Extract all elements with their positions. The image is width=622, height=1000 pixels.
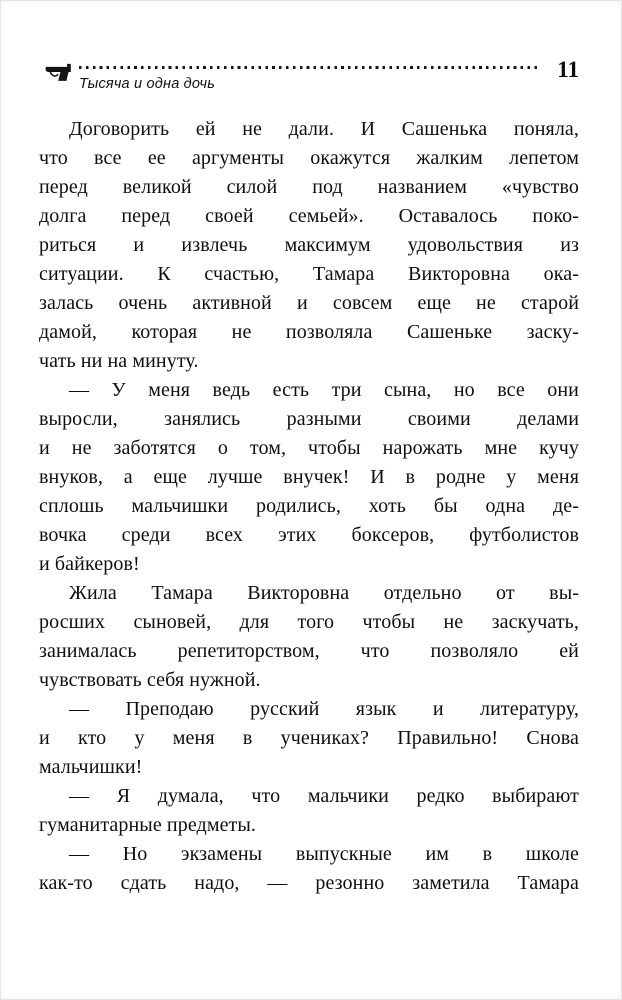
running-title: Тысяча и одна дочь xyxy=(79,76,216,92)
text-line: — У меня ведь есть три сына, но все они xyxy=(69,379,579,401)
page-number: 11 xyxy=(557,57,579,82)
text-line: что все ее аргументы окажутся жалким лепетом xyxy=(39,147,579,169)
running-head-middle xyxy=(79,57,557,92)
text-line: как-то сдать надо, — резонно заметила Тамара xyxy=(39,872,579,894)
running-head xyxy=(39,57,579,92)
pistol-icon xyxy=(39,59,73,85)
text-line: и байкеров! xyxy=(39,553,140,575)
text-line: чувствовать себя нужной. xyxy=(39,669,261,691)
paragraph xyxy=(39,579,579,695)
text-line: сплошь мальчишки родились, хоть бы одна де- xyxy=(39,495,579,517)
text-line: — Преподаю русский язык и литературу, xyxy=(69,698,579,720)
text-line: мальчишки! xyxy=(39,756,143,778)
text-line: дамой, которая не позволяла Сашеньке заску- xyxy=(39,321,579,343)
text-line: — Но экзамены выпускные им в школе xyxy=(69,843,579,865)
text-line: занималась репетиторством, что позволяло ей xyxy=(39,640,579,662)
text-line: перед великой силой под названием «чувство xyxy=(39,176,579,198)
text-line: — Я думала, что мальчики редко выбирают xyxy=(69,785,579,807)
text-line: вочка среди всех этих боксеров, футболистов xyxy=(39,524,579,546)
text-line: риться и извлечь максимум удовольствия из xyxy=(39,234,579,256)
paragraph xyxy=(39,376,579,579)
text-line: долга перед своей семьей». Оставалось поко- xyxy=(39,205,579,227)
paragraph xyxy=(39,115,579,376)
text-line: залась очень активной и совсем еще не старой xyxy=(39,292,579,314)
text-line: Договорить ей не дали. И Сашенька поняла, xyxy=(69,118,579,140)
paragraph xyxy=(39,695,579,782)
page-body xyxy=(39,115,579,898)
text-line: чать ни на минуту. xyxy=(39,350,199,372)
text-line: росших сыновей, для того чтобы не заскучать, xyxy=(39,611,579,633)
text-line: ситуации. К счастью, Тамара Викторовна ока- xyxy=(39,263,579,285)
text-line: выросли, занялись разными своими делами xyxy=(39,408,579,430)
text-line: внуков, а еще лучше внучек! И в родне у меня xyxy=(39,466,579,488)
text-line: Жила Тамара Викторовна отдельно от вы- xyxy=(69,582,579,604)
text-line: и не заботятся о том, чтобы нарожать мне кучу xyxy=(39,437,579,459)
text-line: гуманитарные предметы. xyxy=(39,814,257,836)
paragraph xyxy=(39,840,579,898)
paragraph xyxy=(39,782,579,840)
dotted-rule xyxy=(79,66,537,69)
text-line: и кто у меня в учениках? Правильно! Снова xyxy=(39,727,579,749)
